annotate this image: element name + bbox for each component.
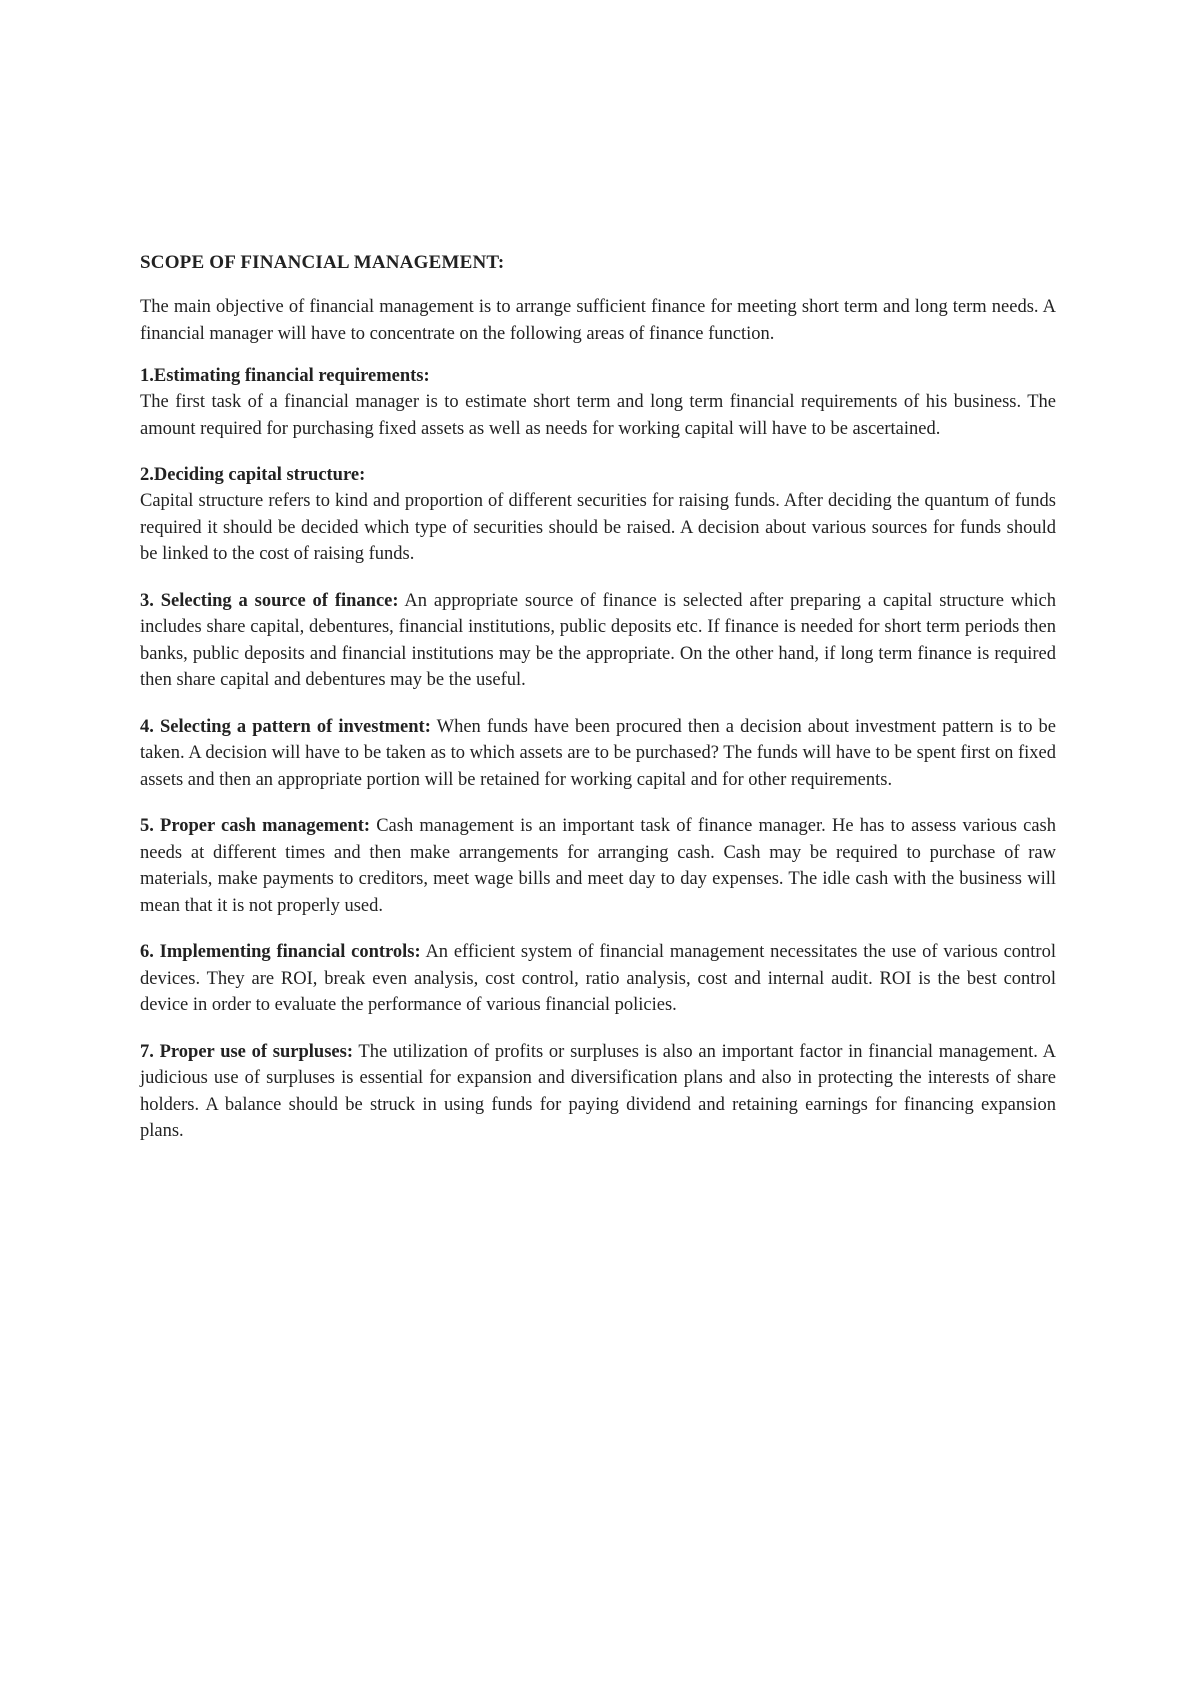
section-paragraph [140, 1039, 1056, 1145]
section-body: The utilization of profits or surpluses is also an important factor in financial management. A judicious use of surpluses is essential for expansion and diversification plans and also in protecting the interests of share holders. A balance should be struck in using funds for paying dividend and retaining earnings for financing expansion plans. [140, 1041, 1056, 1141]
section-heading: 5. Proper cash management: [140, 816, 371, 836]
document-title: SCOPE OF FINANCIAL MANAGEMENT: [140, 252, 505, 273]
section-paragraph [140, 813, 1056, 919]
section-estimating-requirements [140, 363, 1056, 442]
section-body: Capital structure refers to kind and proportion of different securities for raising funds. After deciding the quantum of funds required it should be decided which type of securities should be raised. A decision about various sources for funds should be linked to the cost of raising funds. [140, 491, 1056, 564]
section-paragraph [140, 588, 1056, 694]
section-use-of-surpluses [140, 1039, 1056, 1145]
section-heading: 7. Proper use of surpluses: [140, 1041, 353, 1062]
section-financial-controls [140, 939, 1056, 1019]
section-body: The first task of a financial manager is to estimate short term and long term financial requirements of his business. The amount required for purchasing fixed assets as well as needs for working capital will have to be ascertained. [140, 392, 1056, 439]
section-paragraph [140, 714, 1056, 794]
section-body: When funds have been procured then a decision about investment pattern is to be taken. A decision will have to be taken as to which assets are to be purchased? The funds will have to be spent first on fixed assets and then an appropriate portion will be retained for working capital and for other requirements. [140, 716, 1056, 790]
section-body: Cash management is an important task of finance manager. He has to assess various cash needs at different times and then make arrangements for arranging cash. Cash may be required to purchase of raw materials, make payments to creditors, meet wage bills and meet day to day expenses. The idle cash with the business will mean that it is not properly used. [140, 816, 1056, 916]
intro-paragraph: The main objective of financial management is to arrange sufficient finance for meeting short term and long term needs. A financial manager will have to concentrate on the following areas of finance function. [140, 297, 1056, 344]
section-heading: 1.Estimating financial requirements: [140, 366, 430, 386]
document-page [140, 252, 1056, 1165]
section-capital-structure [140, 462, 1056, 568]
section-cash-management [140, 813, 1056, 919]
section-source-of-finance [140, 588, 1056, 694]
section-heading: 3. Selecting a source of finance: [140, 590, 399, 611]
section-heading: 4. Selecting a pattern of investment: [140, 716, 431, 737]
section-heading: 6. Implementing financial controls: [140, 942, 421, 962]
section-pattern-of-investment [140, 714, 1056, 794]
section-heading: 2.Deciding capital structure: [140, 465, 366, 485]
section-paragraph [140, 939, 1056, 1019]
section-body: An efficient system of financial management necessitates the use of various control devices. They are ROI, break even analysis, cost control, ratio analysis, cost and internal audit. ROI is the best control device in order to evaluate the performance of various financial policies. [140, 942, 1056, 1015]
section-body: An appropriate source of finance is selected after preparing a capital structure which includes share capital, debentures, financial institutions, public deposits etc. If finance is needed for short term periods then banks, public deposits and financial institutions may be the appropriate. On the other hand, if long term finance is required then share capital and debentures may be the useful. [140, 590, 1056, 690]
